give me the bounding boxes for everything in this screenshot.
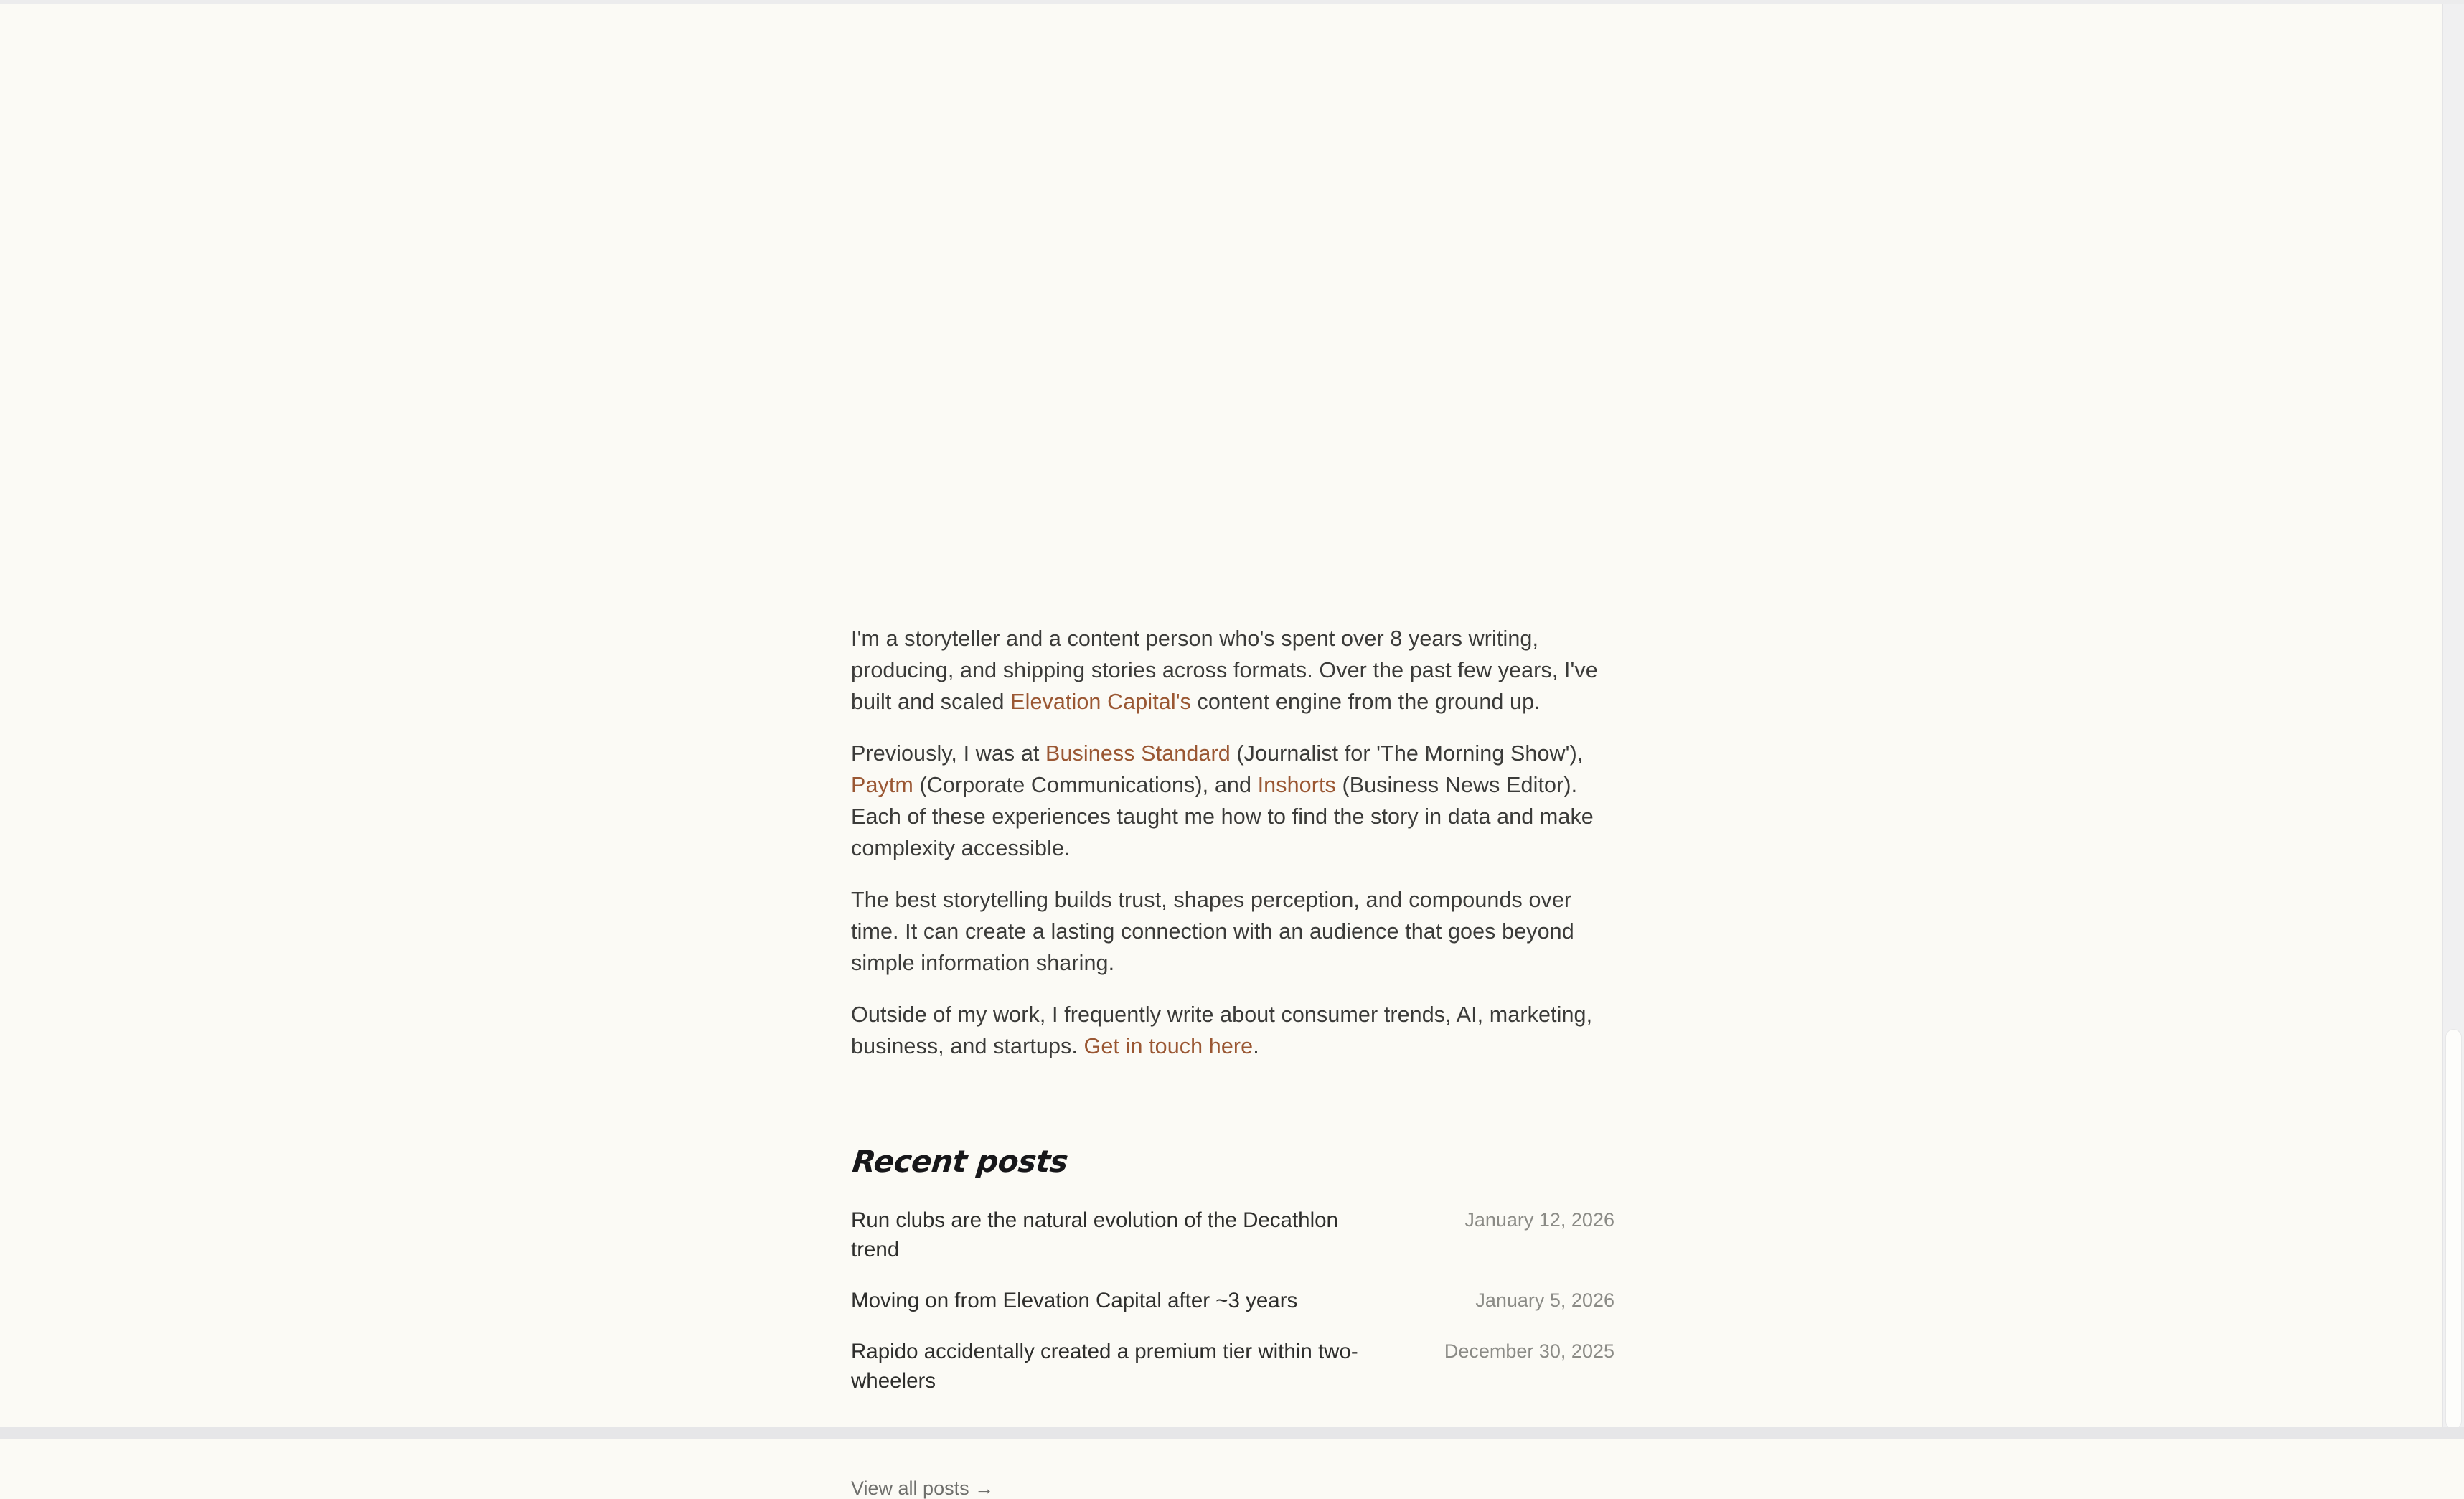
- bio-link[interactable]: Elevation Capital's: [1010, 690, 1191, 714]
- page-content: [851, 0, 1614, 1498]
- bio-text: The best storytelling builds trust, shapes perception, and compounds over time. It can create a lasting connection with an audience that goes beyond simple information sharing.: [851, 888, 1574, 975]
- bio-text: Previously, I was at: [851, 741, 1046, 766]
- bio-link[interactable]: Paytm: [851, 773, 913, 797]
- post-title-link[interactable]: Rapido accidentally created a premium tier within two-wheelers: [851, 1340, 1358, 1393]
- recent-posts-heading: Recent posts: [850, 1144, 1070, 1179]
- post-row[interactable]: [851, 1206, 1614, 1264]
- post-date: January 12, 2026: [1464, 1209, 1614, 1231]
- view-all-posts-link[interactable]: View all posts →: [851, 1477, 994, 1499]
- scrollbar-thumb[interactable]: [2446, 1030, 2461, 1429]
- bio-text: I'm a storyteller and a content person who's spent over 8 years writing, producing, and shipping stories across formats. Over the past few years, I've built and scaled: [851, 626, 1598, 714]
- window-bottom-edge: [0, 1427, 2464, 1439]
- bio-text: (Journalist for 'The Morning Show'),: [1230, 741, 1584, 766]
- bio-paragraph: [851, 738, 1614, 864]
- post-date: January 5, 2026: [1475, 1289, 1614, 1311]
- bio-text: (Corporate Communications), and: [913, 773, 1258, 797]
- recent-posts-list: [851, 1206, 1614, 1396]
- bio-link[interactable]: Get in touch here: [1083, 1034, 1254, 1058]
- post-date: December 30, 2025: [1444, 1340, 1614, 1362]
- bio-paragraph: [851, 999, 1614, 1062]
- bio-text: .: [1253, 1034, 1259, 1058]
- vertical-scrollbar[interactable]: [2442, 4, 2464, 1427]
- bio-paragraph: [851, 623, 1614, 718]
- bio-link[interactable]: Business Standard: [1045, 741, 1231, 766]
- bio-text: (Business News Editor). Each of these experiences taught me how to find the story in data and make complexity accessible.: [851, 773, 1594, 860]
- bio-section: [851, 623, 1614, 1062]
- bio-text: Outside of my work, I frequently write about consumer trends, AI, marketing, business, and startups.: [851, 1002, 1593, 1058]
- bio-link[interactable]: Inshorts: [1257, 773, 1336, 797]
- post-title-link[interactable]: Moving on from Elevation Capital after ~3 years: [851, 1289, 1298, 1312]
- post-row[interactable]: [851, 1286, 1614, 1315]
- bio-text: content engine from the ground up.: [1190, 690, 1541, 714]
- bio-paragraph: [851, 884, 1614, 979]
- post-row[interactable]: [851, 1337, 1614, 1396]
- post-title-link[interactable]: Run clubs are the natural evolution of the Decathlon trend: [851, 1208, 1338, 1261]
